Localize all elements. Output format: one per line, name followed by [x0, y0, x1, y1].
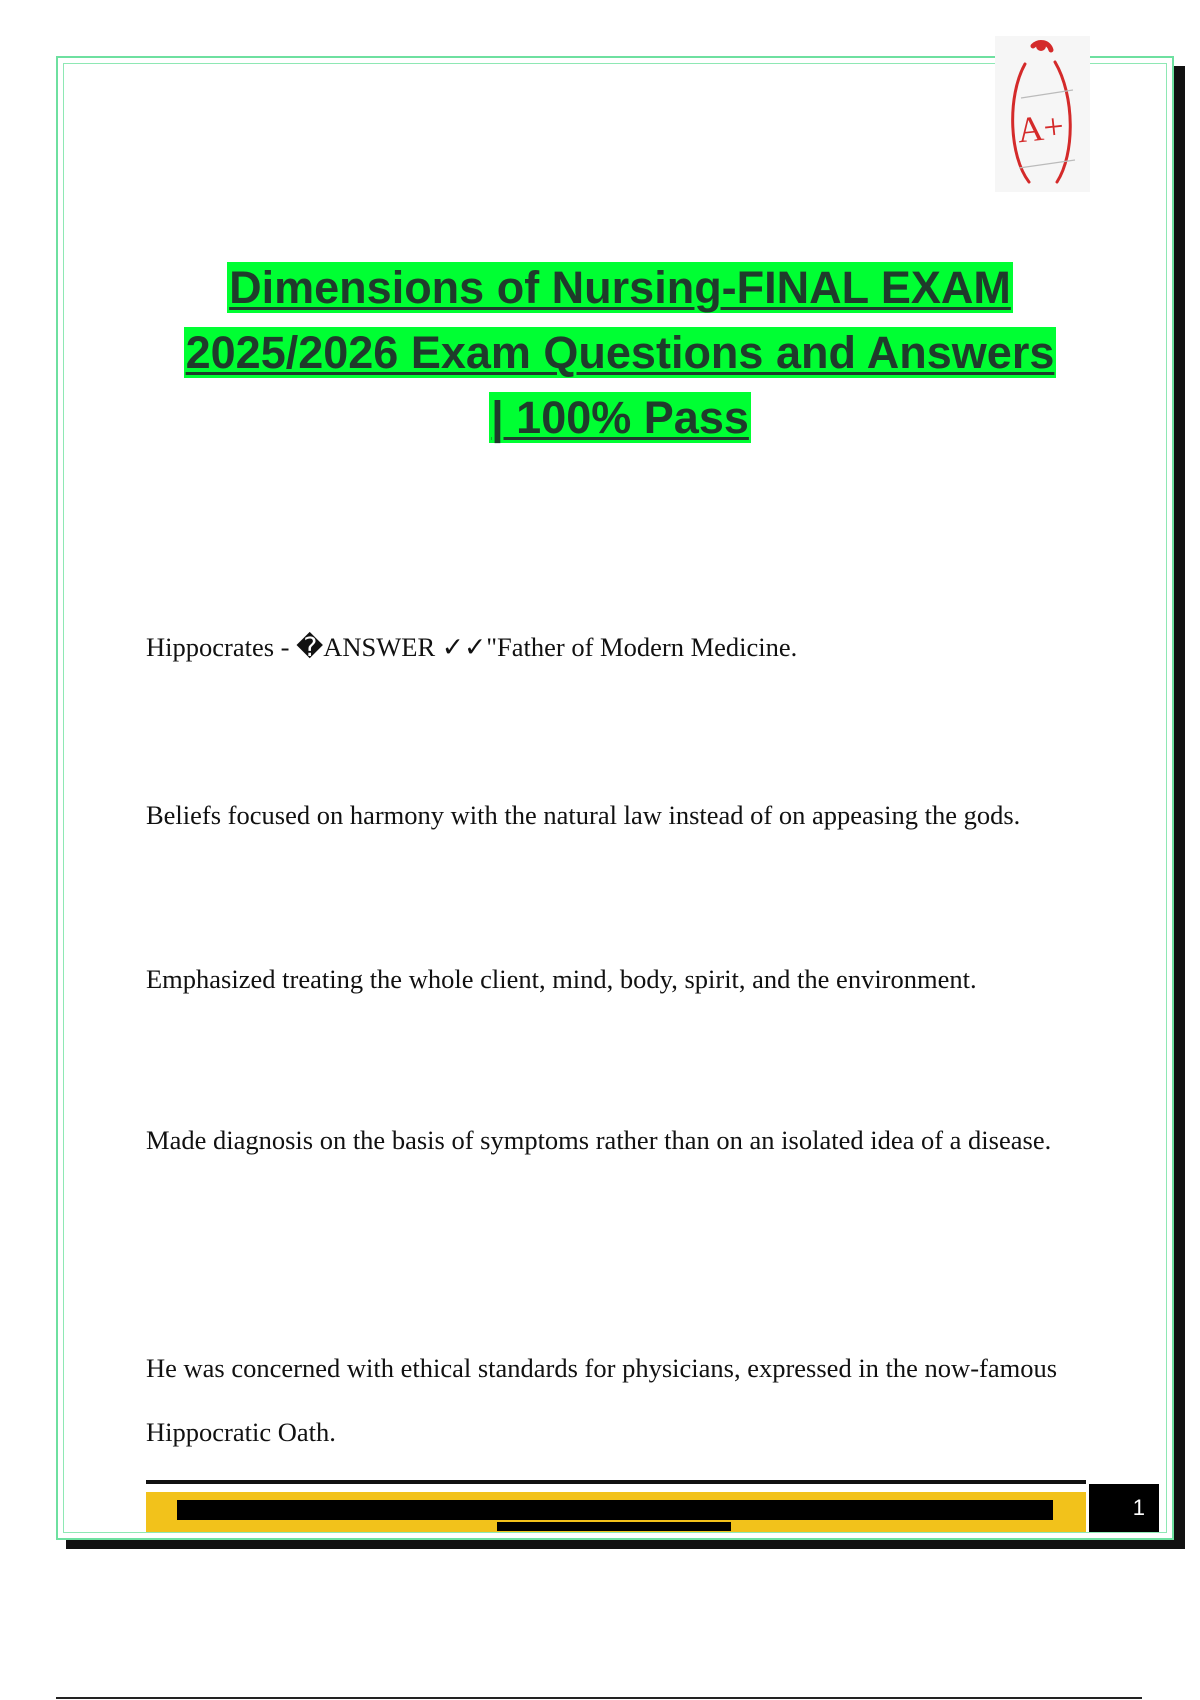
title-line-3: | 100% Pass	[491, 392, 749, 443]
qa-answer-line: Beliefs focused on harmony with the natural law instead of on appeasing the gods.	[146, 800, 1021, 830]
qa-answer-line: Emphasized treating the whole client, mind, body, spirit, and the environment.	[146, 964, 977, 994]
grade-stamp-text: A+	[1015, 105, 1066, 151]
title-line-2: 2025/2026 Exam Questions and Answers	[185, 327, 1055, 378]
grade-stamp-icon	[995, 36, 1090, 192]
qa-answer-line: He was concerned with ethical standards for physicians, expressed in the now-famous Hippocratic Oath.	[146, 1353, 1058, 1447]
qa-answer-line: Made diagnosis on the basis of symptoms rather than on an isolated idea of a disease.	[146, 1125, 1052, 1155]
page-number: 1	[1089, 1484, 1159, 1532]
footer-black-bar	[177, 1500, 1053, 1520]
qa-question-answer: Hippocrates - �ANSWER ✓✓"Father of Modern Medicine.	[146, 632, 798, 662]
title-line-1: Dimensions of Nursing-FINAL EXAM	[229, 262, 1011, 313]
footer-black-tab	[497, 1522, 731, 1531]
grade-stamp-drawing	[995, 36, 1090, 192]
bottom-divider	[56, 1697, 1142, 1699]
document-title	[120, 255, 1120, 450]
footer-rule	[146, 1480, 1086, 1484]
